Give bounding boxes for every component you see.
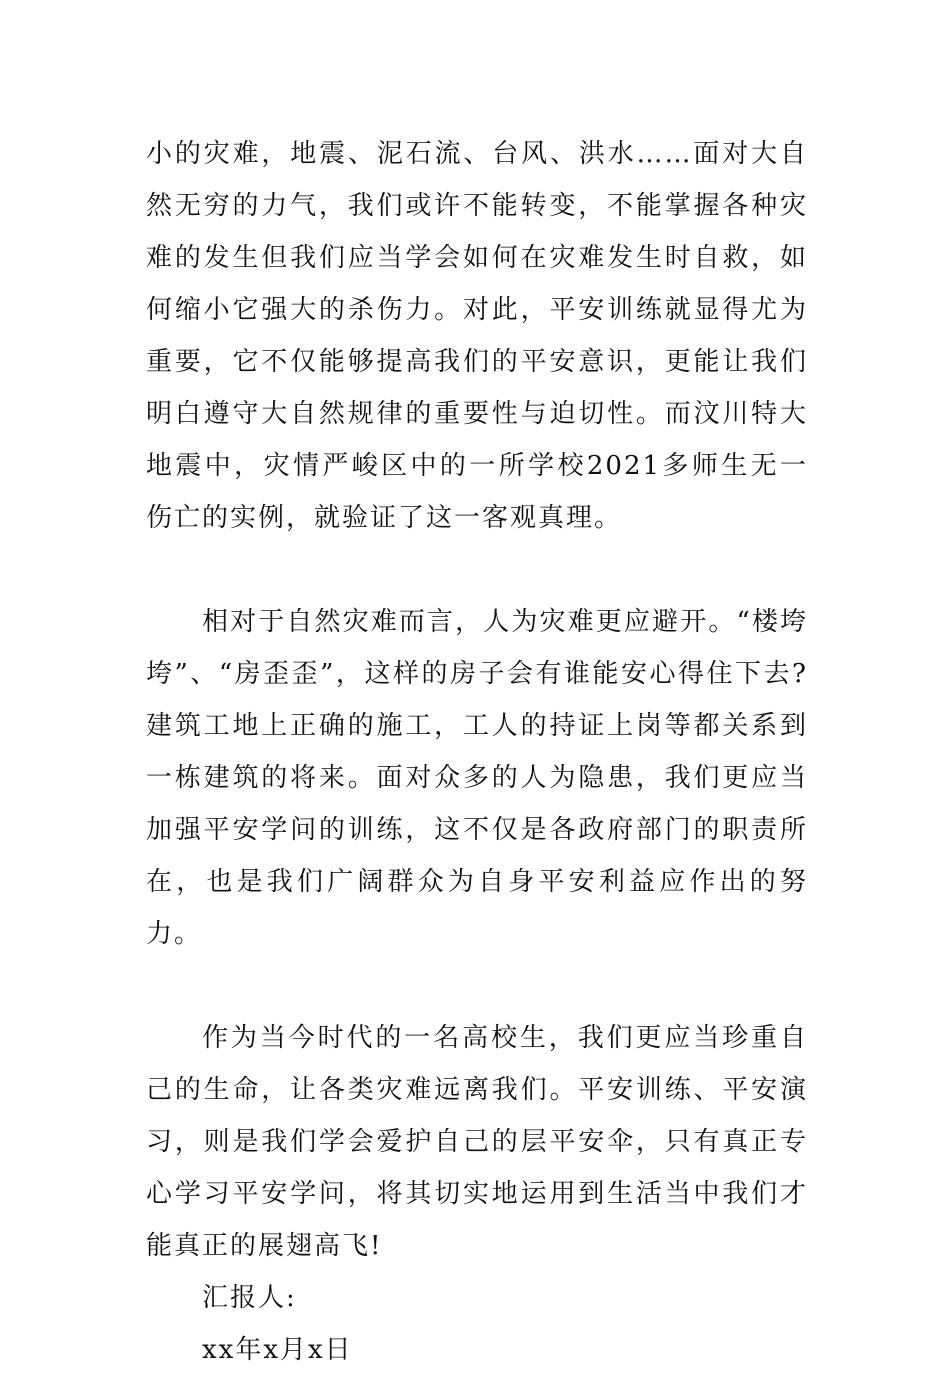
paragraph-gap: [146, 960, 808, 1012]
paragraph-continued: 小的灾难，地震、泥石流、台风、洪水……面对大自然无穷的力气，我们或许不能转变，不能掌握各种灾难的发生但我们应当学会如何在灾难发生时自救，如何缩小它强大的杀伤力。对此，平安训练就显得尤为重要，它不仅能够提高我们的平安意识，更能让我们明白遵守大自然规律的重要性与迫切性。而汶川特大地震中，灾情严峻区中的一所学校2021多师生无一伤亡的实例，就验证了这一客观真理。: [146, 139, 808, 533]
document-body: [146, 128, 808, 1376]
report-date: xx年x月x日: [202, 1335, 353, 1365]
reporter-label: 汇报人:: [202, 1283, 297, 1313]
paragraph-human-disaster: 相对于自然灾难而言，人为灾难更应避开。“楼垮垮”、“房歪歪”，这样的房子会有谁能安心得住下去?建筑工地上正确的施工，工人的持证上岗等都关系到一栋建筑的将来。面对众多的人为隐患，我们更应当加强平安学问的训练，这不仅是各政府部门的职责所在，也是我们广阔群众为自身平安利益应作出的努力。: [146, 607, 808, 949]
paragraph-conclusion: 作为当今时代的一名高校生，我们更应当珍重自己的生命，让各类灾难远离我们。平安训练、平安演习，则是我们学会爱护自己的层平安伞，只有真正专心学习平安学问，将其切实地运用到生活当中我们才能真正的展翅高飞!: [146, 1023, 808, 1261]
paragraph-gap: [146, 544, 808, 596]
